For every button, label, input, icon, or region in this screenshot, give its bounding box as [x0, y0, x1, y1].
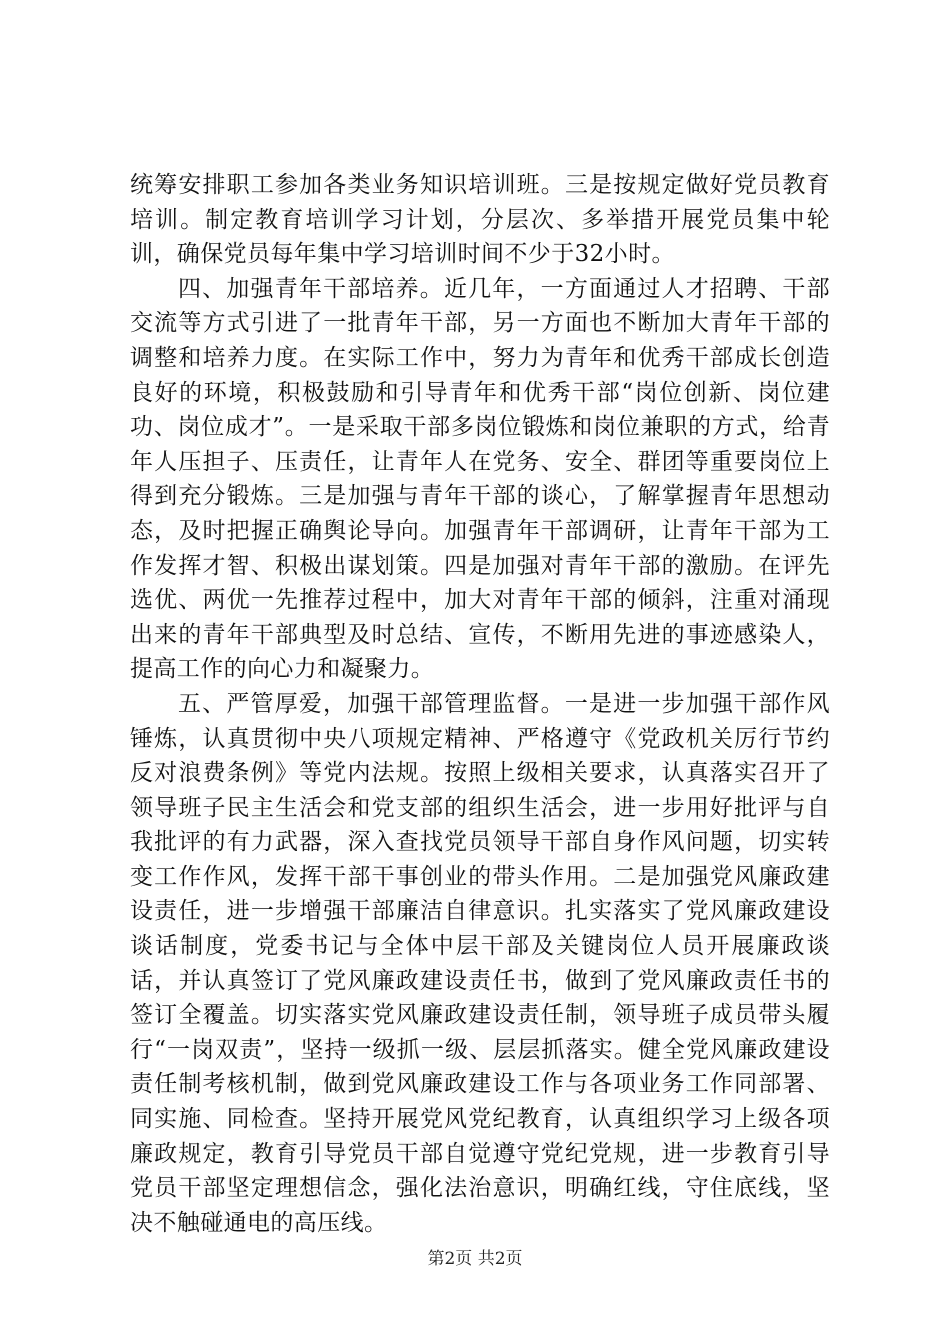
paragraph-continuation: 统筹安排职工参加各类业务知识培训班。三是按规定做好党员教育培训。制定教育培训学习计划，分层次、多举措开展党员集中轮训，确保党员每年集中学习培训时间不少于32小时。	[130, 172, 830, 268]
page-number-footer: 第2页 共2页	[427, 1249, 523, 1269]
paragraph-youth-cadres: 四、加强青年干部培养。近几年，一方面通过人才招聘、干部交流等方式引进了一批青年干部，另一方面也不断加大青年干部的调整和培养力度。在实际工作中，努力为青年和优秀干部成长创造良好的环境，积极鼓励和引导青年和优秀干部“岗位创新、岗位建功、岗位成才”。一是采取干部多岗位锻炼和岗位兼职的方式，给青年人压担子、压责任，让青年人在党务、安全、群团等重要岗位上得到充分锻炼。三是加强与青年干部的谈心，了解掌握青年思想动态，及时把握正确舆论导向。加强青年干部调研，让青年干部为工作发挥才智、积极出谋划策。四是加强对青年干部的激励。在评先选优、两优一先推荐过程中，加大对青年干部的倾斜，注重对涌现出来的青年干部典型及时总结、宣传，不断用先进的事迹感染人，提高工作的向心力和凝聚力。	[130, 275, 830, 683]
document-body	[130, 168, 830, 1240]
paragraph-cadre-supervision: 五、严管厚爱，加强干部管理监督。一是进一步加强干部作风锤炼，认真贯彻中央八项规定精神、严格遵守《党政机关厉行节约反对浪费条例》等党内法规。按照上级相关要求，认真落实召开了领导班子民主生活会和党支部的组织生活会，进一步用好批评与自我批评的有力武器，深入查找党员领导干部自身作风问题，切实转变工作作风，发挥干部干事创业的带头作用。二是加强党风廉政建设责任，进一步增强干部廉洁自律意识。扎实落实了党风廉政建设谈话制度，党委书记与全体中层干部及关键岗位人员开展廉政谈话，并认真签订了党风廉政建设责任书，做到了党风廉政责任书的签订全覆盖。切实落实党风廉政建设责任制，领导班子成员带头履行“一岗双责”，坚持一级抓一级、层层抓落实。健全党风廉政建设责任制考核机制，做到党风廉政建设工作与各项业务工作同部署、同实施、同检查。坚持开展党风党纪教育，认真组织学习上级各项廉政规定，教育引导党员干部自觉遵守党纪党规，进一步教育引导党员干部坚定理想信念，强化法治意识，明确红线，守住底线，坚决不触碰通电的高压线。	[130, 690, 830, 1236]
